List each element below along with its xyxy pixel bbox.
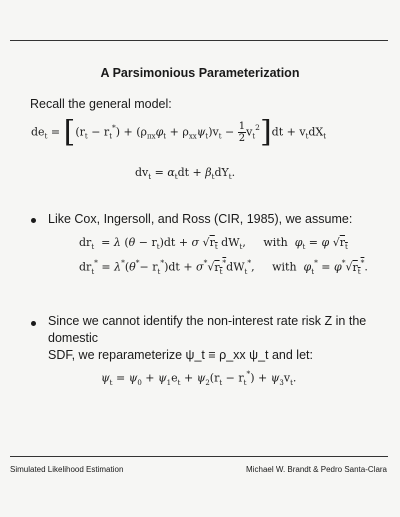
bullet-2-line-2: SDF, we reparameterize ψ_t ≡ ρ_xx ψ_t and let: [48,348,313,362]
top-rule [10,40,388,41]
bullet-2-dot [31,321,36,326]
equation-5: $\psi_t = \psi_0 + \psi_1e_t + \psi_2(r_t - r_t^*) + \psi_3v_t$. [101,369,297,387]
footer-right: Michael W. Brandt & Pedro Santa-Clara [246,465,387,474]
intro-text: Recall the general model: [30,97,172,111]
bullet-2-text [48,313,400,364]
bullet-2-line-1: Since we cannot identify the non-interest rate risk Z in the domestic [48,314,367,345]
equation-2: $dv_t = \alpha_tdt + \beta_tdY_t$. [135,166,236,182]
slide-title: A Parsimonious Parameterization [100,66,300,80]
bottom-rule [10,456,388,457]
bullet-1-dot [31,218,36,223]
equation-4: $dr_t^* = \lambda^*(\theta^*- r_t^*)dt + \sigma^*√r_t^*dW_t^*$, with $\varphi_t^* = \varphi^*√r_t^*$. [79,258,368,276]
equation-1: $de_t = [(r_t - r_t^*) + (\rho_{\pi x}\varphi_t + \rho_{xx}\psi_t)v_t$ − $\frac{1}{2}$ $v_t^2]dt + v_tdX_t$ [31,114,327,150]
footer-left: Simulated Likelihood Estimation [10,465,124,474]
equation-3: $dr_t = \lambda$ $(\theta - r_t)dt + \sigma$ $√r_t$ $dW_t$, with $\varphi_t = \varphi$ $√r_t$ [79,236,348,252]
bullet-1-text: Like Cox, Ingersoll, and Ross (CIR, 1985), we assume: [48,212,353,226]
